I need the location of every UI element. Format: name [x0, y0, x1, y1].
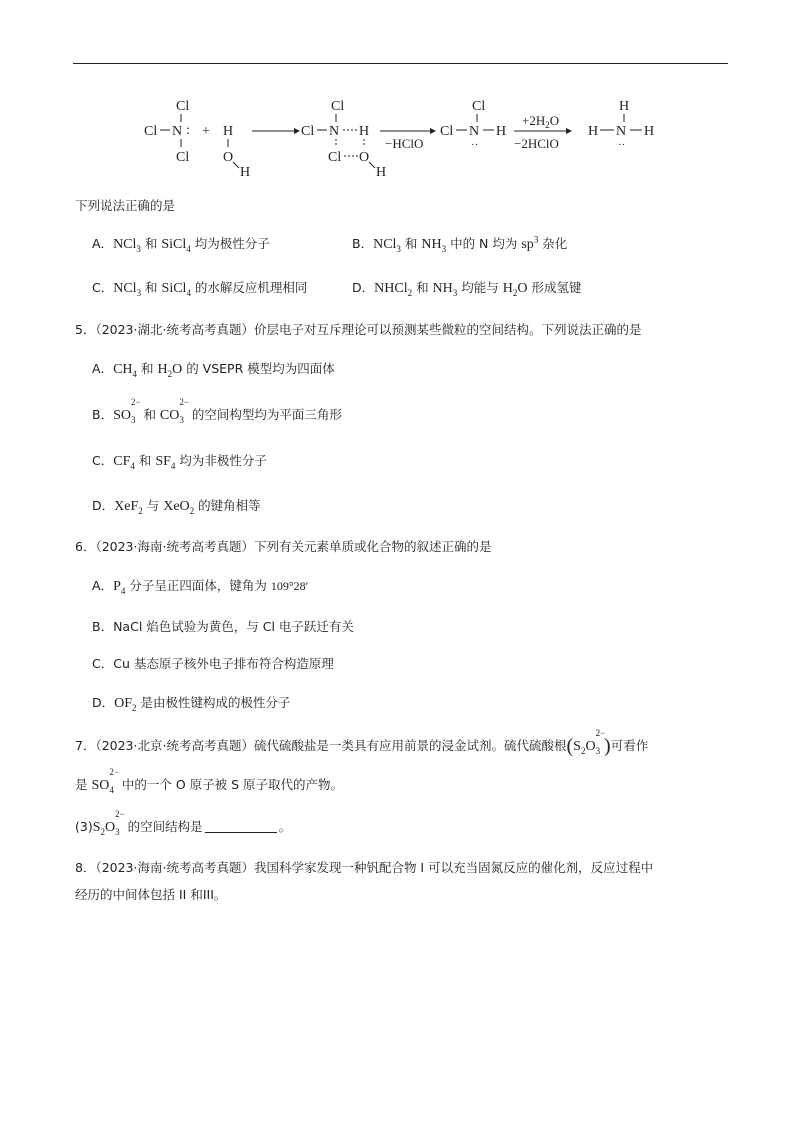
q6-option-a[interactable]: A．$P_4$ 分子呈正四面体，键角为 109°28′ [92, 578, 309, 596]
ts-atom-h-side: H [376, 165, 387, 180]
ts-atom-h: H [359, 124, 370, 139]
atom-cl-top: Cl [176, 99, 190, 114]
p1-lone-pair: ·· [471, 139, 479, 151]
p2-lone-pair: ·· [618, 139, 626, 151]
atom-cl-bottom: Cl [176, 150, 190, 165]
ts-atom-o: O [359, 150, 370, 165]
q6-option-c[interactable]: C．Cu 基态原子核外电子排布符合构造原理 [92, 656, 334, 671]
ts-bond-o-h [369, 162, 375, 168]
ts-atom-cl-bottom: Cl [328, 150, 342, 165]
q6-option-d[interactable]: D．$OF_2$ 是由极性键构成的极性分子 [92, 695, 291, 713]
question-8-line1: 8．（2023·海南·统考高考真题）我国科学家发现一种钒配合物 I 可以充当固氮反应的催化剂，反应过程中 [75, 860, 654, 875]
p1-atom-h: H [496, 124, 507, 139]
question-5-stem: 5．（2023·湖北·统考高考真题）价层电子对互斥理论可以预测某些微粒的空间结构。下列说法正确的是 [75, 322, 642, 337]
question-7-sub3: $(3)S_2O$ 2− $_3$ 的空间结构是 。 [75, 809, 292, 837]
intro-text: 下列说法正确的是 [75, 198, 176, 213]
arrow-2-head [430, 128, 436, 134]
p2-atom-h-top: H [619, 99, 630, 114]
p1-atom-cl-left: Cl [440, 124, 454, 139]
nh3-structure [588, 99, 654, 151]
arrow-2-reagent: −HClO [385, 136, 424, 151]
arrow-1-head [294, 128, 300, 134]
q4-option-a[interactable]: A．NCl$_3$ 和 SiCl$_4$ 均为极性分子 [92, 236, 270, 254]
question-8-line2: 经历的中间体包括 II 和III。 [75, 887, 227, 902]
p1-atom-n: N [469, 124, 480, 139]
question-6-stem: 6．（2023·海南·统考高考真题）下列有关元素单质或化合物的叙述正确的是 [75, 539, 492, 554]
q4-option-c[interactable]: C．NCl$_3$ 和 SiCl$_4$ 的水解反应机理相同 [92, 280, 308, 298]
answer-blank[interactable] [205, 819, 277, 833]
water-structure [223, 124, 250, 180]
q5-option-d[interactable]: D．XeF$_2$ 与 XeO$_2$ 的键角相等 [92, 498, 261, 516]
q4-option-d[interactable]: D．NHCl$_2$ 和 $NH_3$ 均能与 $H_2O$ 形成氢键 [352, 280, 582, 298]
q5-option-b[interactable]: B．SO 2− $_3$ 和 CO 2− $_3$ 的空间构型均为平面三角形 [92, 397, 342, 425]
hydrolysis-reaction-scheme [130, 92, 690, 182]
atom-cl-left: Cl [144, 124, 158, 139]
nhcl2-structure [440, 99, 506, 151]
arrow-3-reagent-below: −2HClO [514, 136, 559, 151]
bond-o-h-side [233, 162, 239, 168]
question-7-line2: 是 SO 2− $_4$ 中的一个 O 原子被 S 原子取代的产物。 [75, 767, 344, 795]
ts-atom-cl-top: Cl [331, 99, 345, 114]
ts-atom-n: N [329, 124, 340, 139]
p2-atom-h-right: H [644, 124, 655, 139]
p2-atom-n: N [616, 124, 627, 139]
q5-option-c[interactable]: C．$CF_4$ 和 $SF_4$ 均为非极性分子 [92, 453, 267, 471]
plus-sign: + [202, 124, 210, 139]
question-4-intro [75, 196, 175, 216]
arrow-3-reagent-above: $+2H_2O$ [522, 113, 560, 130]
transition-state [301, 99, 386, 180]
q5-option-a[interactable]: A．$CH_4$ 和 $H_2O$ 的 VSEPR 模型均为四面体 [92, 361, 335, 379]
q6-option-b[interactable]: B．NaCl 焰色试验为黄色，与 Cl 电子跃迁有关 [92, 619, 354, 634]
atom-o: O [223, 150, 234, 165]
header-rule [73, 63, 728, 64]
question-7-stem: 7．（2023·北京·统考高考真题）硫代硫酸盐是一类具有应用前景的浸金试剂。硫代硫酸根($S_2O$ 2− $_3$ )可看作 [75, 728, 649, 757]
q4-option-b[interactable]: B．NCl$_3$ 和 $NH_3$ 中的 N 均为 $sp^3$ 杂化 [352, 234, 568, 254]
atom-h-side: H [240, 165, 251, 180]
atom-h-top: H [223, 124, 234, 139]
ncl3-structure [144, 99, 190, 165]
arrow-3-head [566, 128, 572, 134]
p1-atom-cl-top: Cl [472, 99, 486, 114]
p2-atom-h-left: H [588, 124, 599, 139]
atom-n: N [172, 124, 183, 139]
ts-atom-cl-left: Cl [301, 124, 315, 139]
lone-pair: : [186, 123, 190, 138]
